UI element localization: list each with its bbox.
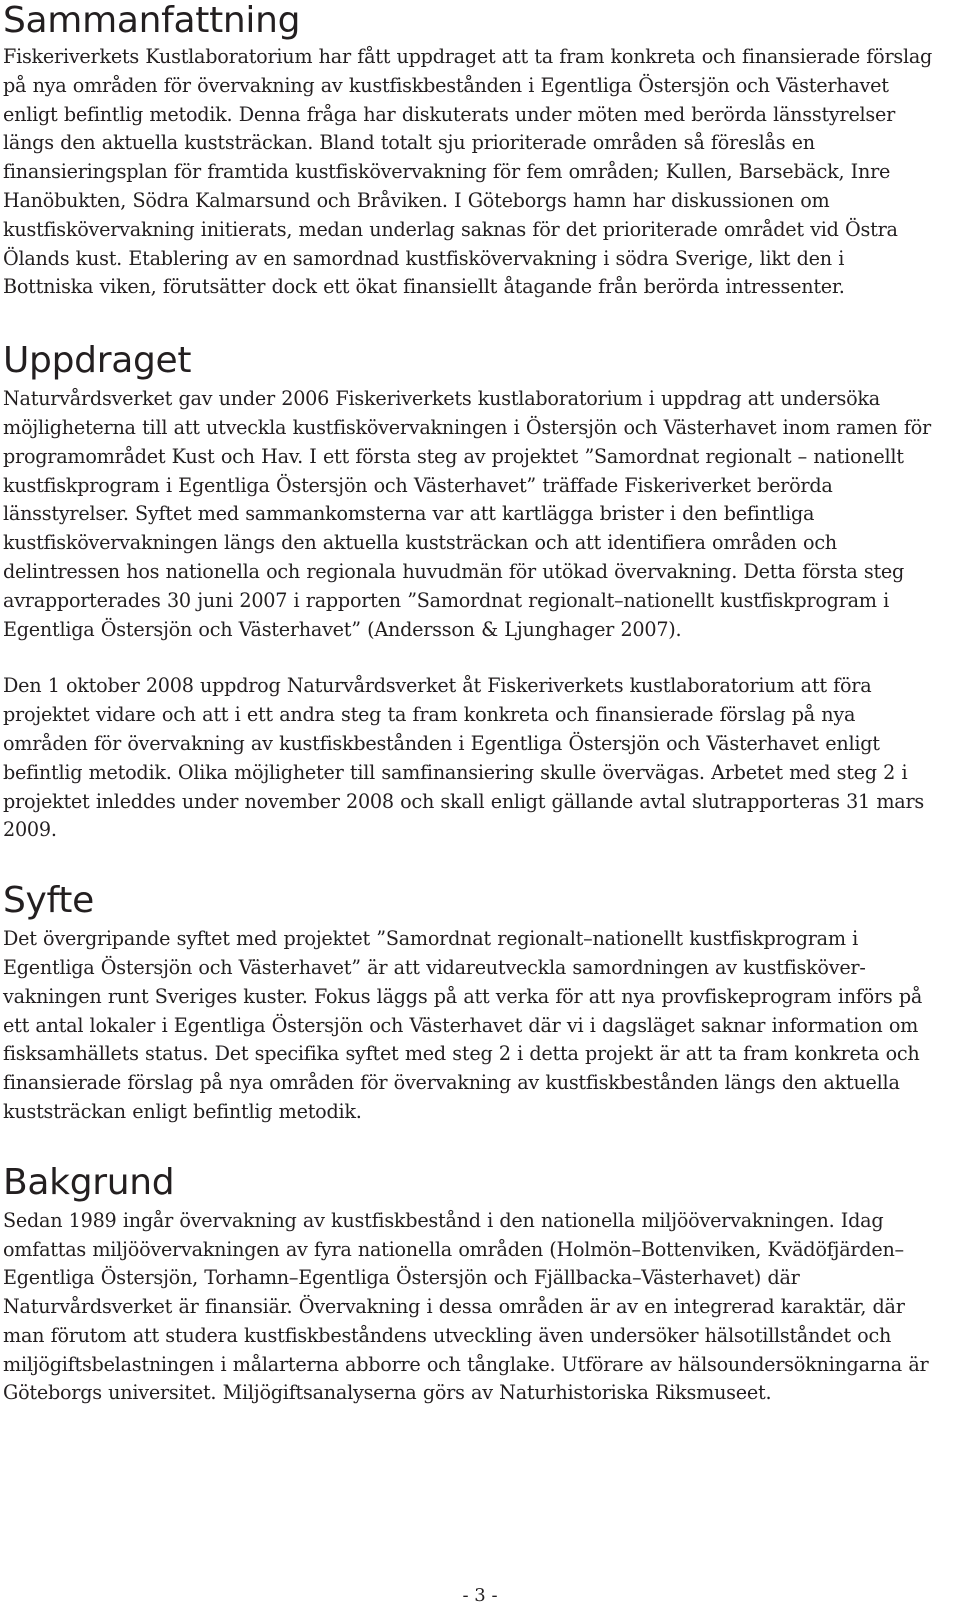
section-heading-sammanfattning: Sammanfattning bbox=[3, 0, 301, 41]
section-heading-uppdraget: Uppdraget bbox=[3, 340, 192, 382]
document-page bbox=[3, 0, 935, 1408]
paragraph-sammanfattning: Fiskeriverkets Kustlaboratorium har fått uppdraget att ta fram konkreta och finansierade förslag på nya områden för övervakning av kustfiskbestånden i Egentliga Östersjön och Västerhavet enligt befintlig metodik. Denna fråga har diskuterats under möten med berörda länsstyrelser längs den aktuella kuststräckan. Bland totalt sju prioriterade områden så föreslås en finansieringsplan för framtida kustfiskövervakning för fem områden; Kullen, Barsebäck, Inre Hanöbukten, Södra Kalmarsund och Bråviken. I Göteborgs hamn har diskussionen om kustfiskövervakning initierats, medan underlag saknas för det prioriterade området vid Östra Ölands kust. Etablering av en samordnad kustfiskövervakning i södra Sverige, likt den i Bottniska viken, förutsätter dock ett ökat finansiellt åtagande från berörda intressenter. bbox=[3, 45, 933, 299]
paragraph-bakgrund: Sedan 1989 ingår övervakning av kustfiskbestånd i den nationella miljöövervakningen. Idag omfattas miljöövervakningen av fyra nationella områden (Holmön–Bottenviken, Kvädöfjärden–Egentliga Östersjön, Torhamn–Egentliga Östersjön och Fjällbacka–Västerhavet) där Naturvårdsverket är finansiär. Övervakning i dessa områden är av en integrerad karaktär, där man förutom att studera kustfiskbeståndens utveckling även undersöker hälsotillståndet och miljögiftsbelastningen i målarterna abborre och tånglake. Utförare av hälsoundersökningarna är Göteborgs universitet. Miljögiftsanalyserna görs av Naturhistoriska Riksmuseet. bbox=[3, 1208, 929, 1405]
page-number: - 3 - bbox=[462, 1585, 498, 1606]
paragraph-uppdraget-1: Naturvårdsverket gav under 2006 Fiskeriverkets kustlaboratorium i uppdrag att undersöka möjligheterna till att utveckla kustfiskövervakningen i Östersjön och Västerhavet inom ramen för programområdet Kust och Hav. I ett första steg av projektet ”Samordnat regionalt – nationellt kustfiskprogram i Egentliga Östersjön och Västerhavet” träffade Fiskeriverket berörda länsstyrelser. Syftet med sammankomsterna var att kartlägga brister i den befintliga kustfiskövervakningen längs den aktuella kuststräckan och att identifiera områden och delintressen hos nationella och regionala huvudmän för utökad övervakning. Detta första steg avrapporterades 30 juni 2007 i rapporten ”Samordnat regionalt–nationellt kustfiskprogram i Egentliga Östersjön och Västerhavet” (Andersson & Ljunghager 2007). bbox=[3, 387, 931, 641]
paragraph-uppdraget-2: Den 1 oktober 2008 uppdrog Naturvårdsverket åt Fiskeriverkets kustlaboratorium att föra projektet vidare och att i ett andra steg ta fram konkreta och finansierade förslag på nya områden för övervakning av kustfiskbestånden i Egentliga Östersjön och Västerhavet enligt befintlig metodik. Olika möjligheter till samfinansiering skulle övervägas. Arbetet med steg 2 i projektet inleddes under november 2008 och skall enligt gällande avtal slutrapporteras 31 mars 2009. bbox=[3, 674, 924, 842]
paragraph-syfte: Det övergripande syftet med projektet ”Samordnat regionalt–nationellt kustfiskprogram i Egentliga Östersjön och Västerhavet” är att vidareutveckla samordningen av kustfiskövervakningen runt Sveriges kuster. Fokus läggs på att verka för att nya provfiskeprogram införs på ett antal lokaler i Egentliga Östersjön och Västerhavet där vi i dagsläget saknar information om fisksamhällets status. Det specifika syftet med steg 2 i detta projekt är att ta fram konkreta och finansierade förslag på nya områden för övervakning av kustfiskbestånden längs den aktuella kuststräckan enligt befintlig metodik. bbox=[3, 927, 923, 1123]
section-heading-bakgrund: Bakgrund bbox=[3, 1161, 175, 1203]
section-heading-syfte: Syfte bbox=[3, 880, 94, 922]
